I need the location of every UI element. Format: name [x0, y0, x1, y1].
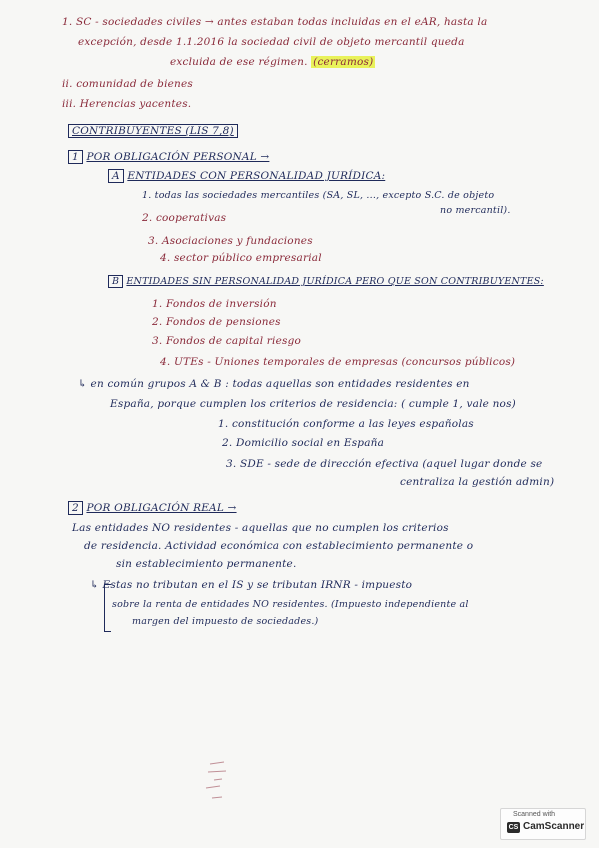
residence-criterion-2: 2. Domicilio social en España — [222, 437, 385, 449]
residence-criterion-3: 3. SDE - sede de dirección efectiva (aquel lugar donde se — [226, 458, 543, 470]
group-a-item-3: 3. Asociaciones y fundaciones — [148, 235, 313, 247]
group-a-box: A — [108, 169, 124, 183]
note-bracket — [104, 584, 111, 632]
irnr-line-3: margen del impuesto de sociedades.) — [132, 616, 319, 627]
camscanner-logo-icon: CS — [508, 824, 519, 831]
group-a-label: ENTIDADES CON PERSONALIDAD JURÍDICA: — [127, 170, 386, 182]
group-b-item-1: 1. Fondos de inversión — [152, 298, 277, 310]
group-a-item-1-cont: no mercantil). — [440, 205, 511, 216]
contribuyentes-heading: CONTRIBUYENTES (LIS 7,8) — [68, 124, 238, 138]
section-1-title — [68, 151, 269, 163]
irnr-line-2: sobre la renta de entidades NO residentes. (Impuesto independiente al — [112, 599, 469, 610]
group-a-item-2: 2. cooperativas — [142, 212, 227, 224]
group-b-item-3: 3. Fondos de capital riesgo — [152, 335, 302, 347]
group-a-item-1: 1. todas las sociedades mercantiles (SA, SL, ..., excepto S.C. de objeto — [142, 190, 495, 201]
common-groups-line-1: ↳ en común grupos A & B : todas aquellas son entidades residentes en — [78, 378, 470, 390]
note-line-3 — [170, 56, 375, 68]
note-line-5: iii. Herencias yacentes. — [62, 98, 192, 110]
section-2-title — [68, 502, 237, 514]
section-1-label: POR OBLIGACIÓN PERSONAL → — [86, 151, 270, 163]
stray-pen-marks — [200, 758, 240, 808]
note-line-1: 1. SC - sociedades civiles → antes estaban todas incluidas en el eAR, hasta la — [62, 16, 488, 28]
group-b-title — [108, 276, 544, 287]
note-line-4: ii. comunidad de bienes — [62, 78, 194, 90]
scanned-with-label: Scanned with — [513, 811, 556, 818]
non-resident-line-3: sin establecimiento permanente. — [116, 558, 297, 570]
highlighted-word: (cerramos) — [313, 56, 374, 68]
camscanner-brand: CamScanner — [523, 821, 585, 832]
group-a-title — [108, 170, 385, 182]
group-b-label: ENTIDADES SIN PERSONALIDAD JURÍDICA PERO QUE SON CONTRIBUYENTES: — [126, 276, 544, 287]
group-b-item-2: 2. Fondos de pensiones — [152, 316, 281, 328]
section-1-number: 1 — [68, 150, 83, 164]
non-resident-line-2: de residencia. Actividad económica con establecimiento permanente o — [84, 540, 474, 552]
irnr-line-1: ↳ Estas no tributan en el IS y se tributan IRNR - impuesto — [90, 579, 413, 591]
group-b-item-4: 4. UTEs - Uniones temporales de empresas (concursos públicos) — [160, 356, 516, 368]
residence-criterion-1: 1. constitución conforme a las leyes españolas — [218, 418, 474, 430]
non-resident-line-1: Las entidades NO residentes - aquellas que no cumplen los criterios — [72, 522, 449, 534]
section-2-number: 2 — [68, 501, 83, 515]
section-2-label: POR OBLIGACIÓN REAL → — [86, 502, 237, 514]
section-heading — [68, 125, 238, 137]
camscanner-watermark — [500, 808, 586, 840]
group-b-box: B — [108, 275, 123, 288]
group-a-item-4: 4. sector público empresarial — [160, 252, 322, 264]
note-line-2: excepción, desde 1.1.2016 la sociedad civil de objeto mercantil queda — [78, 36, 465, 48]
common-groups-line-2: España, porque cumplen los criterios de residencia: ( cumple 1, vale nos) — [110, 398, 516, 410]
note-line-3-text: excluida de ese régimen. — [170, 56, 308, 68]
residence-criterion-3-cont: centraliza la gestión admin) — [400, 476, 555, 488]
